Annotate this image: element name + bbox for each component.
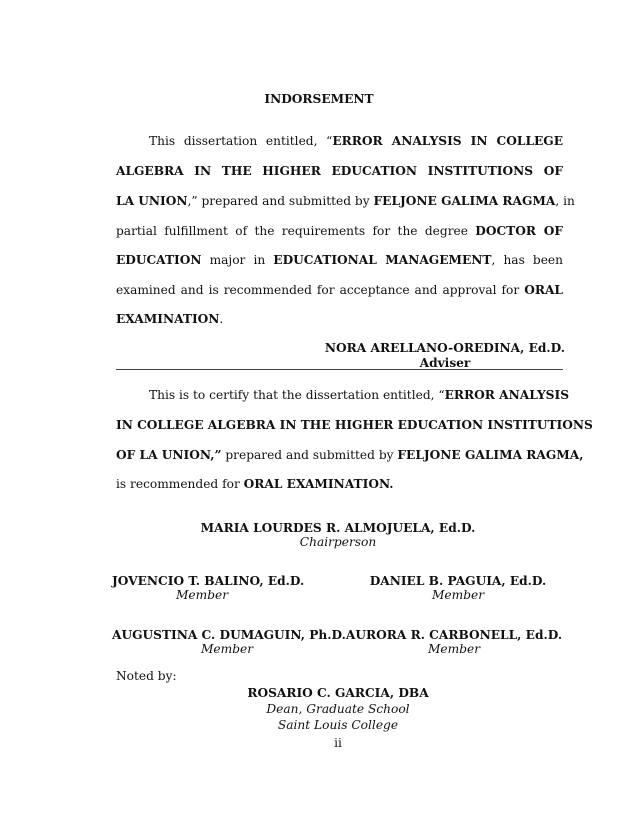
chairperson-role: Chairperson <box>299 535 377 549</box>
indorsement-line-4: partial fulfillment of the requirements for the degree DOCTOR OF <box>116 224 563 238</box>
college-name: Saint Louis College <box>277 718 399 732</box>
certification-line-4: is recommended for ORAL EXAMINATION. <box>116 477 394 491</box>
member-name: AURORA R. CARBONELL, Ed.D. <box>345 628 563 642</box>
indorsement-line-3: LA UNION,” prepared and submitted by FELJONE GALIMA RAGMA, in <box>116 194 575 208</box>
heading-text: INDORSEMENT <box>264 92 374 106</box>
page-number: ii <box>334 736 342 750</box>
member-name: DANIEL B. PAGUIA, Ed.D. <box>369 574 547 588</box>
dean-title: Dean, Graduate School <box>266 702 410 716</box>
dean-name: ROSARIO C. GARCIA, DBA <box>247 686 429 700</box>
member-block-3 <box>112 628 346 656</box>
indorsement-line-5: EDUCATION major in EDUCATIONAL MANAGEMENT, has been <box>116 253 563 267</box>
certification-line-1: This is to certify that the dissertation entitled, “ERROR ANALYSIS <box>149 388 569 402</box>
member-role: Member <box>431 588 485 602</box>
chairperson-name: MARIA LOURDES R. ALMOJUELA, Ed.D. <box>200 521 476 535</box>
member-block-2 <box>368 574 548 602</box>
member-name: AUGUSTINA C. DUMAGUIN, Ph.D. <box>112 628 346 642</box>
member-role: Member <box>200 642 254 656</box>
chairperson-block <box>168 521 508 549</box>
dean-block <box>218 685 458 733</box>
adviser-name: NORA ARELLANO-OREDINA, Ed.D. <box>324 341 566 355</box>
member-name: JOVENCIO T. BALINO, Ed.D. <box>112 574 305 588</box>
divider-rule <box>116 369 563 370</box>
adviser-block <box>310 341 580 370</box>
member-block-1 <box>112 574 305 602</box>
indorsement-line-7: EXAMINATION. <box>116 312 224 326</box>
certification-line-3: OF LA UNION,” prepared and submitted by FELJONE GALIMA RAGMA, <box>116 448 584 462</box>
indorsement-line-2: ALGEBRA IN THE HIGHER EDUCATION INSTITUTIONS OF <box>116 164 563 178</box>
member-block-4 <box>344 628 564 656</box>
member-role: Member <box>427 642 481 656</box>
indorsement-line-6: examined and is recommended for acceptance and approval for ORAL <box>116 283 563 297</box>
noted-by-label: Noted by: <box>116 669 177 683</box>
member-role: Member <box>175 588 229 602</box>
page-title <box>0 92 638 106</box>
indorsement-line-1: This dissertation entitled, “ERROR ANALYSIS IN COLLEGE <box>149 134 564 148</box>
adviser-title: Adviser <box>419 356 471 370</box>
certification-line-2: IN COLLEGE ALGEBRA IN THE HIGHER EDUCATION INSTITUTIONS <box>116 418 593 432</box>
